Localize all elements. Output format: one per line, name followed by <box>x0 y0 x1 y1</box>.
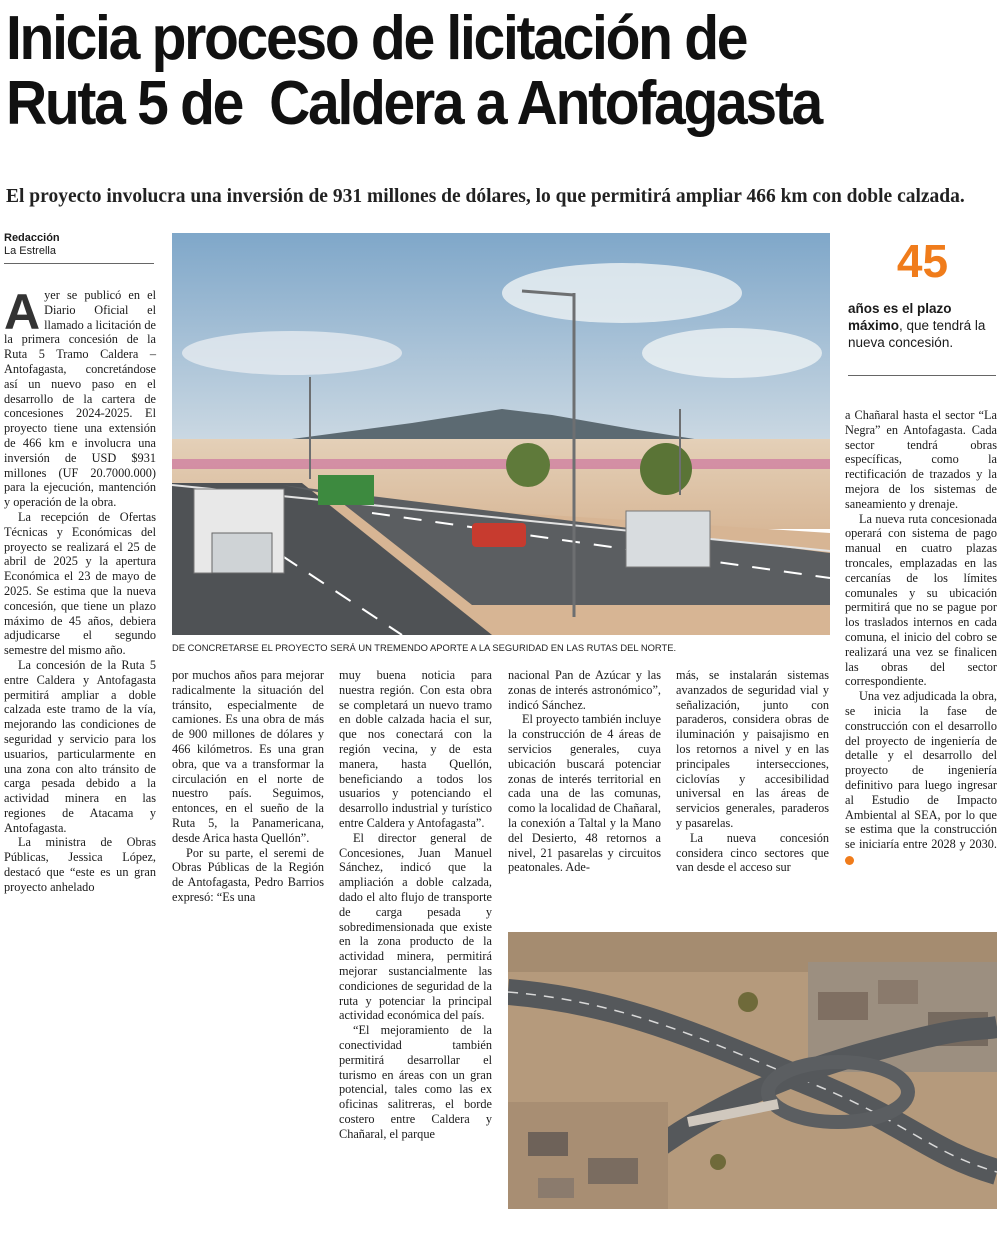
byline-outlet: La Estrella <box>4 245 56 257</box>
stat-bold: años es el plazo máximo <box>848 301 952 333</box>
paragraph: a Chañaral hasta el sector “La Negra” en Antofagasta. Cada sector tendrá obras específicas, como la rectificación de trazados y la mejora de los sistemas de saneamiento y drenaje. <box>845 408 997 511</box>
paragraph <box>845 689 997 867</box>
paragraph: Por su parte, el seremi de Obras Públicas de la Región de Antofagasta, Pedro Barrios expresó: “Es una <box>172 845 324 904</box>
interchange-aerial-photo <box>508 932 997 1209</box>
paragraph-text: yer se publicó en el Diario Oficial el llamado a licitación de la primera concesión de la Ruta 5 Tramo Caldera – Antofagasta, concretándose así un nuevo paso en el desarrollo de la cartera de concesiones 2024-2025. El proyecto tiene una extensión de 466 km e involucra una inversión de USD $931 millones (UF 20.7000.000) para la ejecución, mantención y operación de la obra. <box>4 288 156 510</box>
column-5 <box>676 668 829 875</box>
headline <box>6 6 917 136</box>
paragraph: La nueva concesión considera cinco sectores que van desde el acceso sur <box>676 830 829 875</box>
dropcap: A <box>4 284 41 340</box>
interchange-illustration <box>508 932 997 1209</box>
paragraph-text: Una vez adjudicada la obra, se inicia la fase de construcción con el desarrollo del proyecto de ingeniería de detalle y el desarrollo del proyecto de ingeniería definitivo para luego ingresar al Estudio de Impacto Ambiental al SEA, por lo que se estima que la construcción se iniciaría entre 2028 y 2030. <box>845 689 997 852</box>
paragraph: La ministra de Obras Públicas, Jessica López, destacó que “este es un gran proyecto anhelado <box>4 835 156 894</box>
photo-caption: DE CONCRETARSE EL PROYECTO SERÁ UN TREMENDO APORTE A LA SEGURIDAD EN LAS RUTAS DEL NORTE. <box>172 642 677 653</box>
paragraph: nacional Pan de Azúcar y las zonas de interés astronómico”, indicó Sánchez. <box>508 668 661 712</box>
column-6 <box>845 408 997 867</box>
end-mark-icon <box>845 856 854 865</box>
subheadline: El proyecto involucra una inversión de 931 millones de dólares, lo que permitirá ampliar 466 km con doble calzada. <box>6 186 965 207</box>
headline-line-1: Inicia proceso de licitación de <box>6 4 747 73</box>
paragraph: por muchos años para mejorar radicalmente la situación del tránsito, especialmente de camiones. Es una obra de más de 900 millones de dólares y 466 kilómetros. Es una gran obra, que va a transformar la circulación en el norte de nuestro país. Seguimos, entonces, en el sueño de la Ruta 5, la Panamericana, desde Arica hasta Quellón”. <box>172 668 324 845</box>
byline-author: Redacción <box>4 232 60 244</box>
paragraph: El director general de Concesiones, Juan Manuel Sánchez, indicó que la ampliación a doble calzada, dado el alto flujo de transporte de carga pesada y sobredimensionada que existe en la zona producto de la actividad minera, permitirá mejorar sustancialmente las condiciones de seguridad de la ruta y potenciar la principal actividad económica del país. <box>339 830 492 1023</box>
byline <box>4 232 154 264</box>
column-1 <box>4 284 156 895</box>
highway-photo <box>172 233 830 635</box>
paragraph: muy buena noticia para nuestra región. Con esta obra se completará un nuevo tramo en doble calzada hacia el sur, que nos conectará con la región vecina, y de esta manera, hasta Quellón, beneficiando a todos los usuarios y potenciando el desarrollo industrial y turístico entre Caldera y Antofagasta”. <box>339 668 492 830</box>
stat-number: 45 <box>896 235 949 287</box>
paragraph: La concesión de la Ruta 5 entre Caldera y Antofagasta permitirá ampliar a doble calzada este tramo de la vía, mejorando las condiciones de seguridad y servicio para los usuarios, particularmente en una zona con alto tránsito de carga pesada debido a la actividad minera en las regiones de Atacama y Antofagasta. <box>4 657 156 835</box>
column-2 <box>172 668 324 905</box>
paragraph: La recepción de Ofertas Técnicas y Económicas del proyecto se realizará el 25 de abril de 2025 y la apertura Económica el 23 de mayo de 2025. Se estima que la nueva concesión, que tiene un plazo máximo de 45 años, debiera adjudicarse el segundo semestre del mismo año. <box>4 509 156 658</box>
highway-illustration <box>172 233 830 635</box>
column-3 <box>339 668 492 1142</box>
paragraph: “El mejoramiento de la conectividad también permitirá desarrollar el turismo en áreas con un gran potencial, tales como las ex oficinas salitreras, el borde costero entre Caldera y Chañaral, el parque <box>339 1023 492 1141</box>
paragraph: La nueva ruta concesionada operará con sistema de pago manual en cuatro plazas troncales, emplazadas en las cercanías de los límites comunales y su ubicación permitirá que no se pague por los traslados internos en cada comuna, el inicio del cobro se realizará una vez se finalicen las obras del sector correspondiente. <box>845 511 997 689</box>
stat-text <box>848 300 996 376</box>
stat-rest: , que tendrá la nueva concesión. <box>848 318 986 350</box>
paragraph <box>4 284 156 510</box>
headline-line-2: Ruta 5 de Caldera a Antofagasta <box>6 69 821 138</box>
paragraph: más, se instalarán sistemas avanzados de seguridad vial y señalización, junto con paraderos, considera obras de iluminación y paisajismo en los retornos a nivel y en las principales intersecciones, ciclovías y accesibilidad universal en las áreas de servicios generales, paraderos y pasarelas. <box>676 668 829 830</box>
column-4 <box>508 668 661 875</box>
paragraph: El proyecto también incluye la construcción de 4 áreas de servicios generales, cuya ubicación buscará potenciar zonas de interés territorial en cada una de las comunas, como la localidad de Chañaral, la conexión a Taltal y la Mano del Desierto, 48 retornos a nivel, 21 pasarelas y circuitos peatonales. Ade- <box>508 712 661 875</box>
